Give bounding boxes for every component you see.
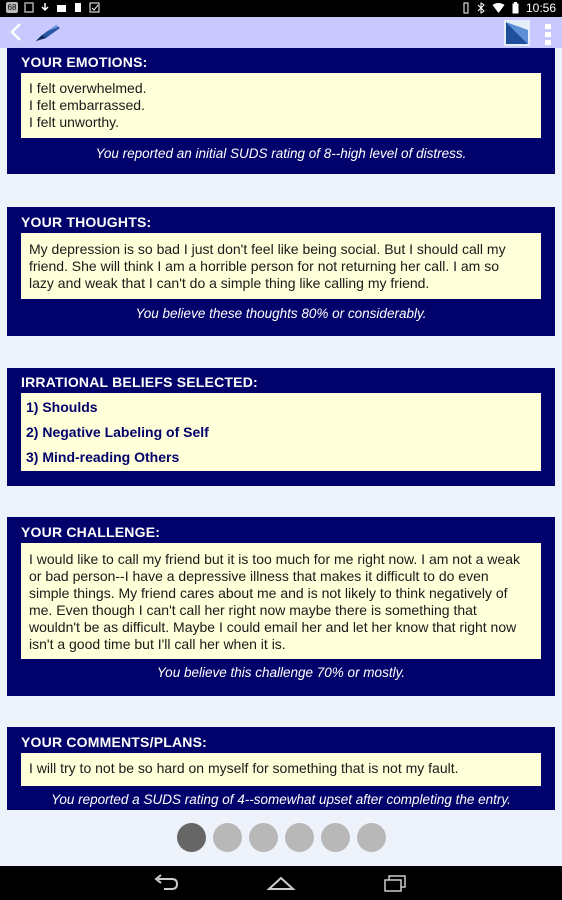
page-dot[interactable] (249, 823, 278, 852)
page-dot[interactable] (357, 823, 386, 852)
file-icon (73, 2, 83, 13)
thoughts-body (21, 233, 541, 299)
vibrate-icon (462, 2, 470, 14)
shop-icon (56, 2, 67, 13)
beliefs-body (21, 393, 541, 471)
notification-icon (24, 2, 34, 13)
download-icon (40, 2, 50, 13)
thought-line: My depression is so bad I just don't feel like being social. But I should call my (29, 241, 506, 257)
emotions-title: YOUR EMOTIONS: (21, 54, 148, 70)
comments-title: YOUR COMMENTS/PLANS: (21, 734, 207, 750)
beliefs-title: IRRATIONAL BELIEFS SELECTED: (21, 374, 258, 390)
challenge-body (21, 543, 541, 659)
thoughts-card (7, 207, 555, 336)
action-bar (0, 17, 562, 48)
emotions-card (7, 48, 555, 174)
nav-home-icon[interactable] (266, 874, 296, 892)
comments-body (21, 753, 541, 786)
thought-line: friend. She will think I am a horrible person for not returning her call. I am so (29, 258, 499, 274)
emotion-line: I felt overwhelmed. (29, 80, 147, 96)
thoughts-title: YOUR THOUGHTS: (21, 214, 152, 230)
thoughts-footer: You believe these thoughts 80% or considerably. (135, 306, 427, 321)
pen-icon (34, 23, 62, 43)
challenge-line: isn't a good time but I'll call her when it is. (29, 636, 286, 652)
status-bar (0, 0, 562, 17)
beliefs-card (7, 368, 555, 486)
challenge-line: me. Even though I can't call her right now maybe there is something that (29, 602, 477, 618)
page-dot-active[interactable] (177, 823, 206, 852)
challenge-line: simple things. My friend cares about me and is not likely to think negatively of (29, 585, 508, 601)
comment-line: I will try to not be so hard on myself for something that is not my fault. (29, 760, 459, 776)
nav-recent-apps-icon[interactable] (383, 874, 409, 892)
battery-icon (512, 2, 519, 14)
back-arrow-icon[interactable] (8, 22, 24, 42)
belief-item: 2) Negative Labeling of Self (26, 424, 209, 440)
nav-back-icon[interactable] (152, 874, 180, 892)
overflow-menu-icon[interactable] (544, 23, 552, 45)
system-icons (462, 1, 556, 15)
check-icon (89, 2, 100, 13)
challenge-card (7, 517, 555, 696)
wifi-icon (492, 2, 505, 14)
clock: 10:56 (525, 1, 556, 15)
challenge-line: or bad person--I have a depressive illness that makes it difficult to do even (29, 568, 489, 584)
belief-item: 3) Mind-reading Others (26, 449, 180, 465)
page-dot[interactable] (213, 823, 242, 852)
page-dot[interactable] (285, 823, 314, 852)
emotions-body (21, 73, 541, 138)
challenge-footer: You believe this challenge 70% or mostly. (156, 665, 406, 680)
challenge-title: YOUR CHALLENGE: (21, 524, 161, 540)
emotions-footer: You reported an initial SUDS rating of 8--high level of distress. (95, 146, 467, 161)
system-nav-bar (0, 866, 562, 900)
page-indicator (0, 823, 562, 853)
emotion-line: I felt unworthy. (29, 114, 120, 130)
notification-icons (6, 2, 100, 13)
comments-card (7, 727, 555, 810)
belief-item: 1) Shoulds (26, 399, 98, 415)
app-logo-icon (504, 20, 530, 46)
page-dot[interactable] (321, 823, 350, 852)
emotion-line: I felt embarrassed. (29, 97, 145, 113)
comments-footer: You reported a SUDS rating of 4--somewhat upset after completing the entry. (51, 792, 511, 807)
thought-line: lazy and weak that I can't do a simple thing like calling my friend. (29, 275, 430, 291)
notification-badge: 68 (7, 3, 17, 12)
challenge-line: wouldn't be as difficult. Maybe I could email her and let her know that right now (29, 619, 517, 635)
bluetooth-icon (477, 2, 485, 14)
challenge-line: I would like to call my friend but it is too much for me right now. I am not a weak (29, 551, 520, 567)
